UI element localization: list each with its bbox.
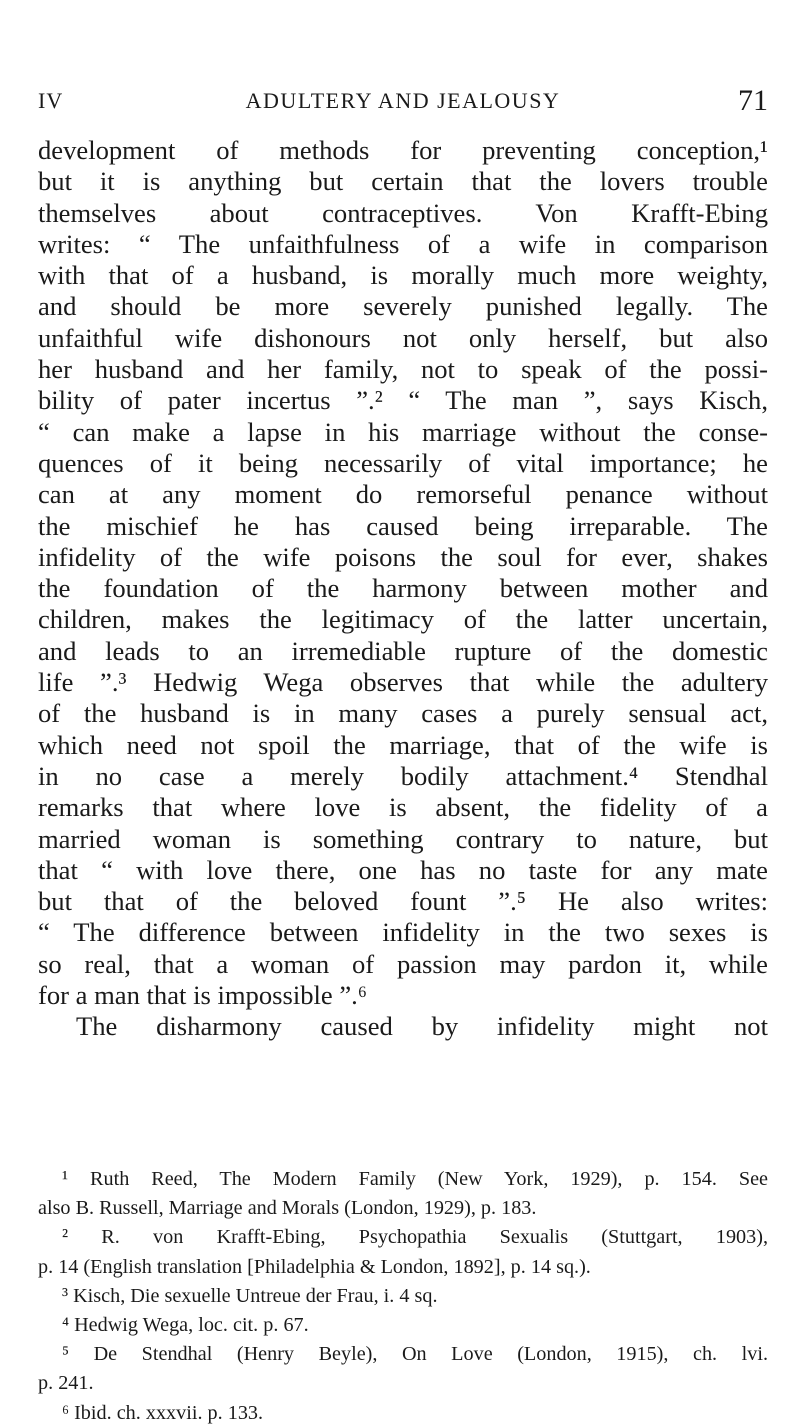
body-text-line: quences of it being necessarily of vital importance; he [38,447,768,478]
body-text-line: but that of the beloved fount ”.⁵ He also writes: [38,886,768,917]
footnote-line: ⁵ De Stendhal (Henry Beyle), On Love (London, 1915), ch. lvi. [62,1343,768,1366]
running-title: ADULTERY AND JEALOUSY [245,88,561,113]
footnote-line: also B. Russell, Marriage and Morals (London, 1929), p. 183. [38,1197,537,1220]
body-text-line: unfaithful wife dishonours not only herself, but also [38,322,768,353]
body-text-line: “ The difference between infidelity in the two sexes is [38,917,768,948]
body-text-line: bility of pater incertus ”.² “ The man ”, says Kisch, [38,385,768,416]
body-text-line: the foundation of the harmony between mother and [38,573,768,604]
footnote-line: ¹ Ruth Reed, The Modern Family (New York, 1929), p. 154. See [62,1168,768,1190]
body-text-line: writes: “ The unfaithfulness of a wife in comparison [38,228,768,259]
body-text-line: of the husband is in many cases a purely sensual act, [38,698,768,729]
footnote-line: p. 14 (English translation [Philadelphia & London, 1892], p. 14 sq.). [38,1255,591,1278]
footnote-line: ³ Kisch, Die sexuelle Untreue der Frau, i. 4 sq. [62,1284,438,1307]
body-text-line: in no case a merely bodily attachment.⁴ Stendhal [38,760,768,791]
body-text-line: that “ with love there, one has no taste for any mate [38,854,768,885]
body-text-line: “ can make a lapse in his marriage without the conse- [38,416,768,447]
body-text-line: life ”.³ Hedwig Wega observes that while the adultery [38,667,768,698]
footnote-line: ⁴ Hedwig Wega, loc. cit. p. 67. [62,1313,309,1336]
body-text-line: so real, that a woman of passion may pardon it, while [38,948,768,979]
body-text-line: but it is anything but certain that the lovers trouble [38,166,768,197]
body-text-line: and should be more severely punished legally. The [38,291,768,322]
body-text-line: themselves about contraceptives. Von Krafft-Ebing [38,197,768,228]
body-text-line: remarks that where love is absent, the fidelity of a [38,792,768,823]
body-text-line: and leads to an irremediable rupture of the domestic [38,635,768,666]
body-text-line: married woman is something contrary to nature, but [38,823,768,854]
body-text-line: with that of a husband, is morally much more weighty, [38,260,768,291]
body-text [38,135,768,1043]
body-text-line: development of methods for preventing conception,¹ [38,135,768,165]
footnote-line: ⁶ Ibid. ch. xxxvii. p. 133. [62,1401,264,1424]
page-number: 71 [738,84,768,117]
running-header [38,84,768,128]
body-text-line: her husband and her family, not to speak of the possi- [38,354,768,385]
chapter-numeral: IV [38,88,64,113]
body-text-line: infidelity of the wife poisons the soul for ever, shakes [38,541,768,572]
body-text-line: the mischief he has caused being irreparable. The [38,510,768,541]
footnotes [38,1165,768,1428]
body-text-line: children, makes the legitimacy of the latter uncertain, [38,604,768,635]
body-text-line: can at any moment do remorseful penance without [38,479,768,510]
body-text-line: which need not spoil the marriage, that of the wife is [38,729,768,760]
footnote-line: ² R. von Krafft-Ebing, Psychopathia Sexualis (Stuttgart, 1903), [62,1226,768,1249]
footnote-line: p. 241. [38,1372,94,1395]
body-text-line: for a man that is impossible ”.⁶ [38,980,368,1011]
body-text-line: The disharmony caused by infidelity might not [76,1011,768,1042]
